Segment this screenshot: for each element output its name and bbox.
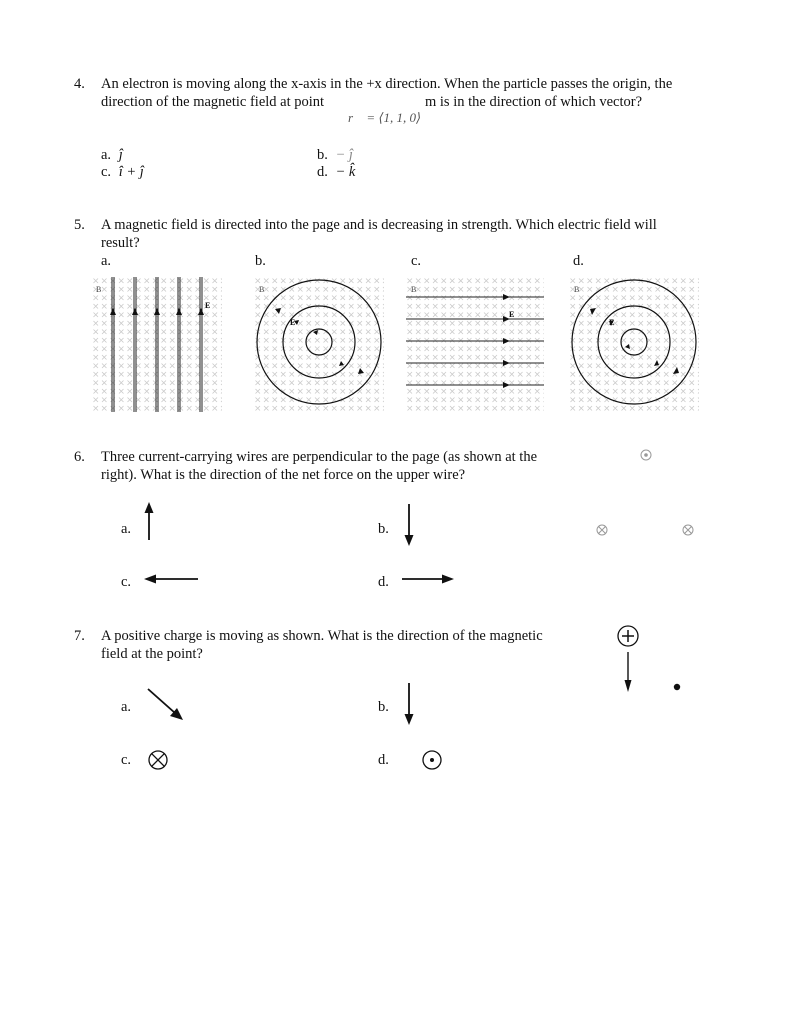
q4-text-line2b: m is in the direction of which vector? — [425, 94, 643, 110]
q4-option-c-text: î + ĵ — [118, 164, 144, 180]
q5-option-b-label[interactable]: b. — [255, 253, 266, 269]
q6-option-b-label[interactable]: b. — [378, 521, 389, 537]
q4-option-a-label: a. — [101, 147, 112, 163]
q4-text-line1: An electron is moving along the x-axis in the +x direction. When the particle passes the origin, the — [101, 76, 673, 92]
q4-text-line2a: direction of the magnetic field at point — [101, 94, 325, 110]
q5-c-b-label: B — [411, 285, 417, 294]
q5-a-b-label: B — [96, 285, 102, 294]
wire-into-page-right-icon — [683, 525, 693, 535]
q4-option-a-text: ĵ — [118, 147, 123, 163]
q6-number: 6. — [74, 449, 85, 465]
q7-option-d-out-of-page-icon[interactable] — [421, 749, 443, 771]
q4-option-b-label: b. — [317, 147, 328, 163]
q5-option-d-label[interactable]: d. — [573, 253, 584, 269]
q6-option-a-label[interactable]: a. — [121, 521, 132, 537]
q6-option-a-arrow-up-icon[interactable] — [141, 502, 157, 542]
wire-into-page-left-icon — [597, 525, 607, 535]
q4-number: 4. — [74, 76, 85, 92]
q4-point-vector: r⃗ = ⟨1, 1, 0⟩ — [348, 110, 422, 125]
q6-text-line1: Three current-carrying wires are perpendicular to the page (as shown at the — [101, 449, 538, 465]
q6-wires-diagram — [636, 446, 696, 538]
q5-b-e-label: E — [290, 318, 296, 327]
positive-charge-icon — [618, 626, 638, 646]
q4-option-d-label: d. — [317, 164, 328, 180]
q5-b-b-label: B — [259, 285, 265, 294]
q7-option-a-label[interactable]: a. — [121, 699, 132, 715]
q4-option-d-text: − k̂ — [335, 164, 356, 180]
q7-option-d-label[interactable]: d. — [378, 752, 389, 768]
velocity-arrow-down-icon — [625, 652, 632, 692]
q5-diagram-a — [92, 277, 222, 412]
q5-diagram-b — [254, 277, 384, 412]
q5-diagram-d — [569, 277, 699, 412]
q5-number: 5. — [74, 217, 85, 233]
q7-text-line1: A positive charge is moving as shown. What is the direction of the magnetic — [101, 628, 543, 644]
q6-option-c-label[interactable]: c. — [121, 574, 132, 590]
q7-text-line2: field at the point? — [101, 646, 203, 662]
field-point-icon — [674, 684, 680, 690]
q7-option-b-label[interactable]: b. — [378, 699, 389, 715]
q7-option-a-arrow-down-right-icon[interactable] — [147, 688, 185, 722]
q5-text-line1: A magnetic field is directed into the page and is decreasing in strength. Which electric field will — [101, 217, 657, 233]
q4-option-c[interactable] — [101, 163, 144, 181]
q5-d-e-label: E — [609, 318, 615, 327]
q5-option-c-label[interactable]: c. — [411, 253, 422, 269]
q4-option-d[interactable] — [317, 163, 355, 181]
q5-option-a-label[interactable]: a. — [101, 253, 112, 269]
q4-option-c-label: c. — [101, 164, 112, 180]
q6-option-b-arrow-down-icon[interactable] — [401, 504, 417, 548]
q7-option-c-label[interactable]: c. — [121, 752, 132, 768]
wire-out-of-page-icon — [641, 450, 651, 460]
q7-option-b-arrow-down-icon[interactable] — [401, 683, 417, 727]
q5-a-e-label: E — [205, 301, 211, 310]
q5-d-b-label: B — [574, 285, 580, 294]
q6-option-d-label[interactable]: d. — [378, 574, 389, 590]
q4-option-b[interactable] — [317, 146, 353, 164]
q7-option-c-into-page-icon[interactable] — [147, 749, 169, 771]
q6-option-c-arrow-left-icon[interactable] — [144, 572, 200, 586]
q6-option-d-arrow-right-icon[interactable] — [400, 572, 456, 586]
q5-c-e-label: E — [509, 310, 515, 319]
q6-text-line2: right). What is the direction of the net force on the upper wire? — [101, 467, 466, 483]
q4-option-b-text: − ĵ — [335, 147, 353, 163]
q5-diagram-c — [406, 277, 544, 412]
q7-charge-diagram — [612, 622, 692, 694]
q5-text-line2: result? — [101, 235, 140, 251]
q4-option-a[interactable] — [101, 146, 123, 164]
q7-number: 7. — [74, 628, 85, 644]
